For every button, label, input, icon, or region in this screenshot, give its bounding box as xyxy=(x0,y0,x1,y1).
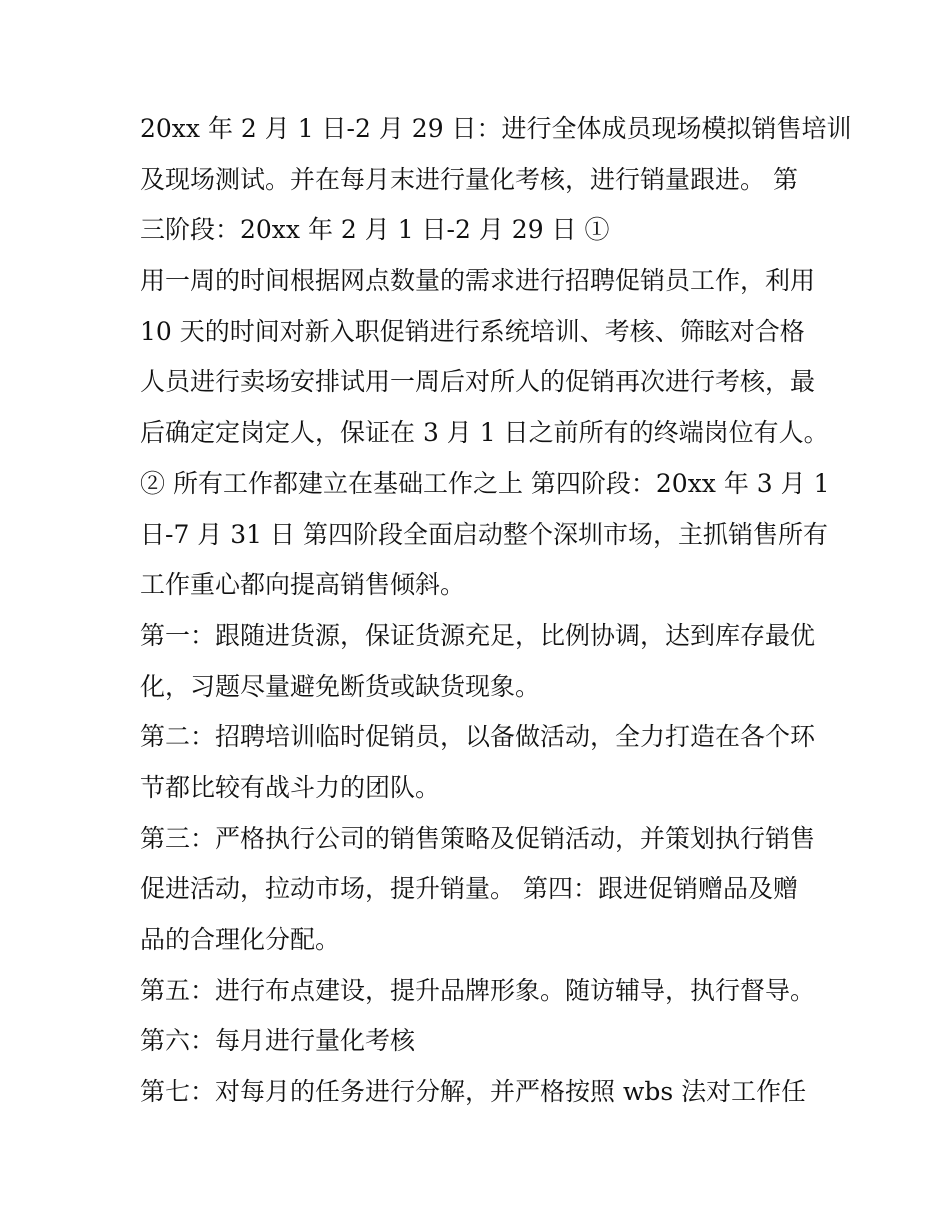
document-body xyxy=(140,104,852,1118)
text-line: 第七：对每月的任务进行分解，并严格按照 wbs 法对工作任 xyxy=(140,1077,807,1107)
text-line: 节都比较有战斗力的团队。 xyxy=(140,772,441,802)
text-line: 用一周的时间根据网点数量的需求进行招聘促销员工作，利用 xyxy=(140,266,816,296)
text-line: 品的合理化分配。 xyxy=(140,925,341,954)
text-line: 及现场测试。并在每月末进行量化考核，进行销量跟进。 第 xyxy=(140,164,798,194)
text-line: 工作重心都向提高销售倾斜。 xyxy=(140,570,466,600)
text-line: 第三：严格执行公司的销售策略及促销活动，并策划执行销售 xyxy=(140,823,816,853)
text-line: 促进活动，拉动市场，提升销量。 第四：跟进促销赠品及赠 xyxy=(140,874,798,904)
text-line: 人员进行卖场安排试用一周后对所人的促销再次进行考核，最 xyxy=(140,367,816,397)
text-line: 后确定定岗定人，保证在 3 月 1 日之前所有的终端岗位有人。 xyxy=(140,418,829,448)
text-line: 第五：进行布点建设，提升品牌形象。随访辅导，执行督导。 xyxy=(140,975,816,1005)
text-line: 化，习题尽量避免断货或缺货现象。 xyxy=(140,671,541,701)
text-line: 第一：跟随进货源，保证货源充足，比例协调，达到库存最优 xyxy=(140,620,816,650)
text-line: 10 天的时间对新入职促销进行系统培训、考核、筛眩对合格 xyxy=(140,316,805,346)
text-line: 第二：招聘培训临时促销员，以备做活动，全力打造在各个环 xyxy=(140,722,816,752)
text-line: 日-7 月 31 日 第四阶段全面启动整个深圳市场，主抓销售所有 xyxy=(140,519,828,549)
text-line: 第六：每月进行量化考核 xyxy=(140,1026,416,1056)
text-line: 20xx 年 2 月 1 日-2 月 29 日：进行全体成员现场模拟销售培训 xyxy=(140,114,852,143)
text-line: ② 所有工作都建立在基础工作之上 第四阶段：20xx 年 3 月 1 xyxy=(140,468,830,498)
text-line: 三阶段：20xx 年 2 月 1 日-2 月 29 日 ① xyxy=(140,215,610,245)
